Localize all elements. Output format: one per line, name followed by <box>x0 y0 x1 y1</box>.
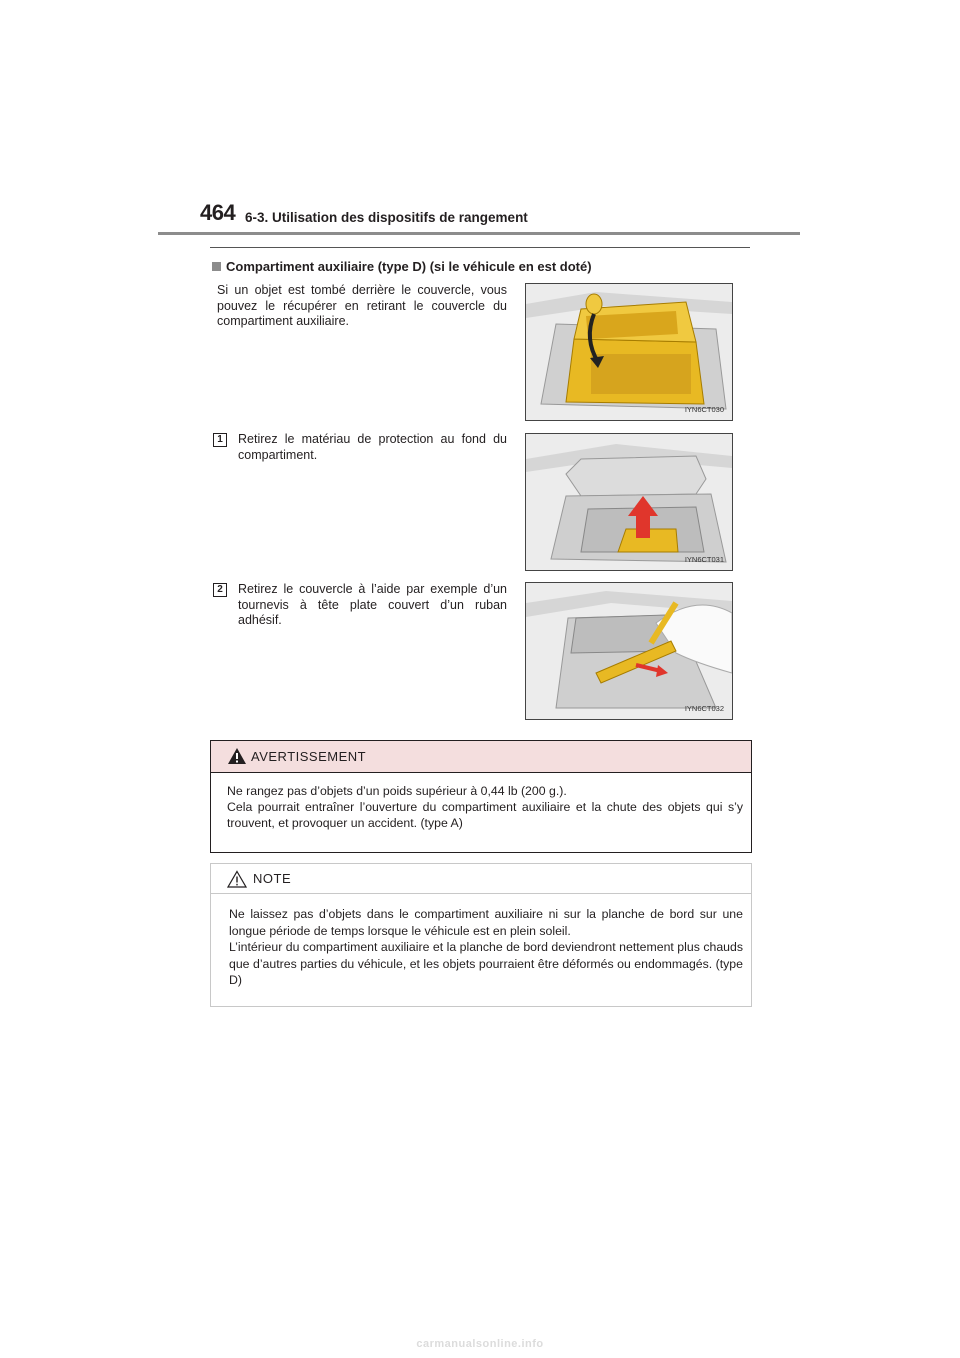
figure-code: IYN6CT032 <box>684 704 724 713</box>
warning-line-1: Ne rangez pas d’objets d’un poids supérieur à 0,44 lb (200 g.). <box>227 784 567 798</box>
section-title: 6-3. Utilisation des dispositifs de rangement <box>245 210 528 225</box>
step-number-1: 1 <box>213 433 227 447</box>
step-number-2: 2 <box>213 583 227 597</box>
note-line-1: Ne laissez pas d’objets dans le compartiment auxiliaire ni sur la planche de bord sur une longue période de temps lorsque le véhicule est en plein soleil. <box>229 907 743 938</box>
subheading <box>212 259 592 274</box>
figure-2 <box>525 433 733 571</box>
square-bullet-icon <box>212 262 221 271</box>
note-header <box>211 864 751 894</box>
step-1-text: Retirez le matériau de protection au fond du compartiment. <box>238 432 507 462</box>
note-box <box>210 863 752 1007</box>
warning-header <box>211 741 751 773</box>
step-2-text: Retirez le couvercle à l’aide par exemple d’un tournevis à tête plate couvert d’un ruban adhésif. <box>238 582 507 627</box>
header-rule <box>158 232 800 235</box>
figure-1 <box>525 283 733 421</box>
subheading-text: Compartiment auxiliaire (type D) (si le véhicule en est doté) <box>226 259 592 274</box>
note-line-2: L’intérieur du compartiment auxiliaire et la planche de bord deviendront nettement plus chauds que d’autres parties du véhicule, et les objets pourraient être déformés ou endommagés. (type D) <box>229 940 743 987</box>
protective-material-removal-illustration <box>526 434 732 570</box>
warning-line-2: Cela pourrait entraîner l’ouverture du compartiment auxiliaire et la chute des objets qui s’y trouvent, et provoquer un accident. (type A) <box>227 800 743 830</box>
lid-removal-screwdriver-illustration <box>526 583 732 719</box>
figure-code: IYN6CT031 <box>684 555 724 564</box>
figure-3 <box>525 582 733 720</box>
intro-text: Si un objet est tombé derrière le couvercle, vous pouvez le récupérer en retirant le couvercle du compartiment auxiliaire. <box>217 283 507 328</box>
note-title: NOTE <box>253 871 292 886</box>
figure-code: IYN6CT030 <box>684 405 724 414</box>
note-body <box>211 894 751 989</box>
warning-box <box>210 740 752 853</box>
page-number: 464 <box>200 200 236 225</box>
footer-watermark[interactable]: carmanualsonline.info <box>416 1338 544 1350</box>
caution-triangle-icon <box>227 870 247 888</box>
section-divider <box>210 247 750 248</box>
warning-body <box>211 773 751 831</box>
compartment-open-illustration <box>526 284 732 420</box>
warning-title: AVERTISSEMENT <box>251 749 367 764</box>
warning-triangle-icon <box>227 747 247 765</box>
